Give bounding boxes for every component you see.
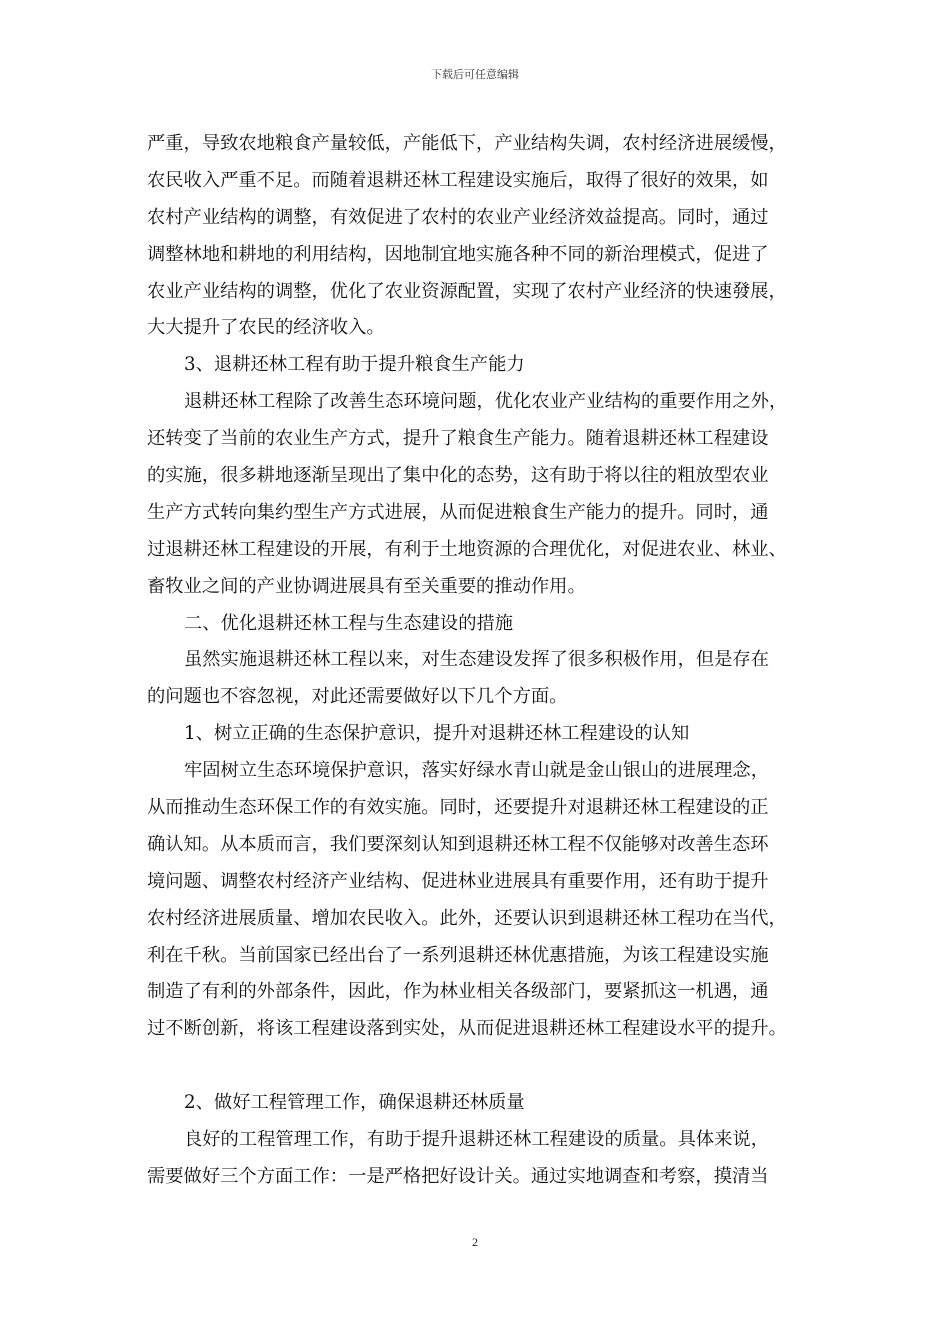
paragraph-gap bbox=[147, 1048, 827, 1085]
text-line: 过退耕还林工程建设的开展，有利于土地资源的合理优化，对促进农业、林业、 bbox=[147, 538, 787, 560]
page-number: 2 bbox=[472, 1235, 478, 1249]
text-line: 虽然实施退耕还林工程以来，对生态建设发挥了很多积极作用，但是存在 bbox=[184, 649, 769, 671]
text-line: 农民收入严重不足。而随着退耕还林工程建设实施后，取得了很好的效果，如 bbox=[147, 169, 769, 191]
section-heading: 3、退耕还林工程有助于提升粮食生产能力 bbox=[184, 354, 525, 376]
text-line: 畜牧业之间的产业协调进展具有至关重要的推动作用。 bbox=[147, 575, 586, 597]
text-line: 确认知。从本质而言，我们要深刻认知到退耕还林工程不仅能够对改善生态环 bbox=[147, 833, 769, 855]
text-line: 的实施，很多耕地逐渐呈现出了集中化的态势，这有助于将以往的粗放型农业 bbox=[147, 465, 769, 487]
text-line: 大大提升了农民的经济收入。 bbox=[147, 317, 385, 339]
page-header: 下载后可任意编辑 bbox=[431, 68, 519, 81]
text-line: 农村经济进展质量、增加农民收入。此外，还要认识到退耕还林工程功在当代， bbox=[147, 907, 787, 929]
text-line: 制造了有利的外部条件，因此，作为林业相关各级部门，要紧抓这一机遇，通 bbox=[147, 981, 769, 1003]
section-heading: 2、做好工程管理工作，确保退耕还林质量 bbox=[184, 1092, 525, 1114]
text-line: 农村产业结构的调整，有效促进了农村的农业产业经济效益提高。同时，通过 bbox=[147, 206, 769, 228]
text-line: 农业产业结构的调整，优化了农业资源配置，实现了农村产业经济的快速發展， bbox=[147, 280, 787, 302]
text-line: 还转变了当前的农业生产方式，提升了粮食生产能力。随着退耕还林工程建设 bbox=[147, 428, 769, 450]
text-line: 调整林地和耕地的利用结构，因地制宜地实施各种不同的新治理模式，促进了 bbox=[147, 243, 769, 265]
section-heading: 1、树立正确的生态保护意识，提升对退耕还林工程建设的认知 bbox=[184, 723, 690, 745]
text-line: 的问题也不容忽视，对此还需要做好以下几个方面。 bbox=[147, 686, 568, 708]
text-line: 严重，导致农地粮食产量较低，产能低下，产业结构失调，农村经济进展缓慢， bbox=[147, 133, 787, 154]
text-line: 利在千秋。当前国家已经出台了一系列退耕还林优惠措施，为该工程建设实施 bbox=[147, 944, 769, 966]
text-line: 需要做好三个方面工作：一是严格把好设计关。通过实地调查和考察，摸清当 bbox=[147, 1166, 769, 1188]
text-line: 过不断创新，将该工程建设落到实处，从而促进退耕还林工程建设水平的提升。 bbox=[147, 1018, 787, 1040]
document-body bbox=[147, 126, 827, 1196]
text-line: 从而推动生态环保工作的有效实施。同时，还要提升对退耕还林工程建设的正 bbox=[147, 797, 769, 819]
text-line: 牢固树立生态环境保护意识，落实好绿水青山就是金山银山的进展理念， bbox=[184, 760, 769, 782]
text-line: 退耕还林工程除了改善生态环境问题，优化农业产业结构的重要作用之外， bbox=[184, 391, 788, 413]
text-line: 生产方式转向集约型生产方式进展，从而促进粮食生产能力的提升。同时，通 bbox=[147, 501, 769, 523]
text-line: 境问题、调整农村经济产业结构、促进林业进展具有重要作用，还有助于提升 bbox=[147, 870, 769, 892]
text-line: 良好的工程管理工作，有助于提升退耕还林工程建设的质量。具体来说， bbox=[184, 1129, 769, 1151]
section-heading: 二、优化退耕还林工程与生态建设的措施 bbox=[184, 612, 514, 634]
